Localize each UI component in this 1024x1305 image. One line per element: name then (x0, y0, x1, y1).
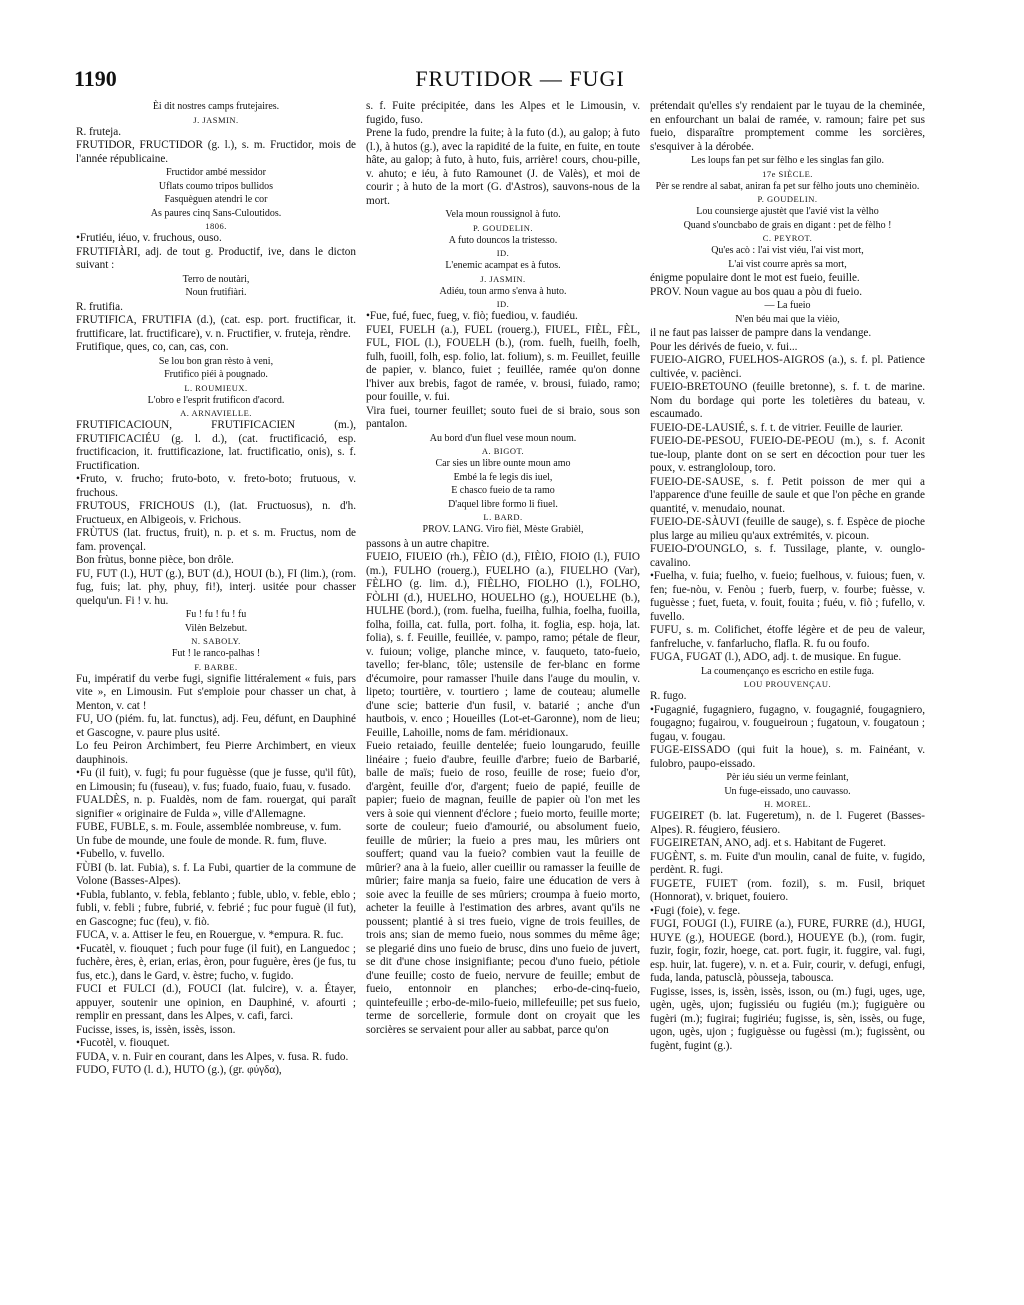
dictionary-entry: FUFU, s. m. Colifichet, étoffe légère et de peu de valeur, fanfreluche, v. fanfarlucho, flafla. R. fu ou foufo. (650, 624, 925, 650)
dictionary-entry: FUEIO-DE-PESOU, FUEIO-DE-PEOU (m.), s. f. Aconit tue-loup, plante dont on se sert en décoction pour tuer les poux, v. estrangloloup, toro. (650, 435, 925, 474)
dictionary-entry: R. fugo. (650, 690, 687, 702)
quotation-source: J. JASMIN. (480, 273, 526, 284)
dictionary-entry: Bon frùtus, bonne pièce, bon drôle. (76, 554, 234, 566)
quotation-line: Qu'es acò : l'ai vist viéu, l'ai vist mort, (711, 245, 864, 256)
quotation-source: L. ROUMIEUX. (184, 382, 248, 393)
dictionary-entry: FÙBI (b. lat. Fubia), s. f. La Fubi, quartier de la commune de Volone (Basses-Alpes). (76, 861, 356, 887)
quotation-line: Uflats coumo tripos bullidos (158, 180, 274, 192)
dictionary-entry: Vira fuei, tourner feuillet; souto fuei de si braio, sous son pantalon. (366, 404, 640, 430)
quotation-line: Noun frutifiàri. (185, 287, 247, 298)
dictionary-entry: Un fube de mounde, une foule de monde. R. fum, fluve. (76, 834, 327, 847)
dictionary-entry: •Fue, fué, fuec, fueg, v. fiò; fuediou, v. faudiéu. (366, 310, 578, 322)
dictionary-entry: FUGE-EISSADO (qui fuit la houe), s. m. Fainéant, v. fulobro, paupo-eissado. (650, 744, 925, 770)
quotation-source: LOU PROUVENÇAU. (743, 679, 832, 689)
quotation-source: N. SABOLY. (191, 636, 241, 646)
dictionary-entry: FUEIO-BRETOUNO (feuille bretonne), s. f. t. de marine. Nom du bordage qui porte les toletières du bateau, v. escaumado. (650, 381, 925, 420)
dictionary-entry: •Fugagnié, fugagniero, fugagno, v. fougagnié, fougagniero, fougagno; fugairou, v. fougueiroun ; fugatoun, v. fougatoun ; fugau, v. fougau. (650, 703, 925, 743)
dictionary-entry: •Fruto, v. frucho; fruto-boto, v. freto-boto; frutuous, v. fruchous. (76, 473, 356, 499)
page-number: 1190 (74, 66, 117, 91)
dictionary-entry: •Frutiéu, iéuo, v. fruchous, ouso. (76, 232, 222, 244)
dictionary-entry: FU, FUT (l.), HUT (g.), BUT (d.), HOUI (b.), FI (lim.), (rom. fug, fuis; lat. phy, phuy, fi!), interj. usitée pour chasser quelqu'un. Fi ! v. hu. (76, 567, 356, 607)
dictionary-entry: FUEIO-AIGRO, FUELHOS-AIGROS (a.), s. f. pl. Patience cultivée, v. paciènci. (650, 354, 925, 380)
dictionary-entry: il ne faut pas laisser de pampre dans la vendange. (650, 327, 872, 339)
dictionary-entry: FUCI et FULCI (d.), FOUCI (lat. fulcire), v. a. Étayer, appuyer, soutenir une opinion, en Dauphiné, v. afourti ; remplir en pressant, dans les Alpes, v. cafi, farci. (76, 983, 356, 1022)
quotation-line: La coumençanço es escricho en estile fuga. (701, 665, 874, 677)
dictionary-entry: Prene la fudo, prendre la fuite; à la futo (d.), au galop; à futo (l.), à hutos (g.), avec la rapidité de la fuite, en fuite, en toute hâte, au galop; à futo, à huto, fuis, arrière! cours, chou-pille, v. ahuto; e iéu, à futo Ramounet (J. de Valès), et moi de courir ; à huto de la mort (G. d'Astros), sauvons-nous de la mort. (366, 127, 640, 207)
quotation-source: 17e SIÈCLE. (762, 168, 813, 179)
dictionary-entry: •Fucatèl, v. fiouquet ; fuch pour fuge (il fuit), en Languedoc ; fuchère, ères, è, erian, erias, èron, pour fuguère, ères (je fus, tu fus, etc.), dans le Gard, v. èstre; fucho, v. fugido. (76, 942, 356, 982)
quotation-line: Car sies un libre ounte moun amo (435, 458, 571, 469)
dictionary-entry: •Fuelha, v. fuia; fuelho, v. fueio; fuelhous, v. fuious; fuen, v. fen; fue-nòu, v. Fenòu ; fuerb, fuerp, v. fourbe; fuèsse, v. fuguèsse ; fuet, fueta, v. fouit, fouita ; fuéu, v. fiò ; fufello, v. fuvello. (650, 570, 925, 623)
dictionary-entry: FUBE, FUBLE, s. m. Foule, assemblée nombreuse, v. fum. (76, 821, 342, 833)
quotation-source: A. ARNAVIELLE. (180, 408, 252, 418)
dictionary-entry: •Fubla, fublanto, v. febla, feblanto ; fuble, ublo, v. feble, eblo ; fubli, v. febli ; fubre, fubrié, v. febrié ; fuc pour fuguè (il fut), en Gascogne; fuc (feu), v. fiò. (76, 888, 356, 928)
dictionary-entry: passons à un autre chapitre. (366, 537, 490, 550)
quotation-source: F. BARBE. (194, 661, 238, 672)
dictionary-entry: FUGEIRETAN, ANO, adj. et s. Habitant de Fugeret. (650, 837, 886, 849)
dictionary-entry: Lo feu Peiron Archimbert, feu Pierre Archimbert, en vieux dauphinois. (76, 740, 356, 766)
dictionary-entry: FUEIO-DE-SAUSE, s. f. Petit poisson de mer qui a l'apparence d'une feuille de saule et que l'on pêche en grande quantité, v. menudaio, nounat. (650, 475, 925, 515)
column-right (650, 100, 925, 1053)
dictionary-entry: Fu, impératif du verbe fugi, signifie littéralement « fuis, pars vite », en Limousin. Fut s'emploie pour chasser un chat, à Menton, v. cat ! (76, 672, 356, 712)
dictionary-entry: Fucisse, isses, is, issèn, issès, isson. (76, 1023, 236, 1036)
quotation-source: L. BARD. (483, 512, 523, 522)
dictionary-entry: FUCA, v. a. Attiser le feu, en Rouergue, v. *empura. R. fuc. (76, 929, 344, 941)
quotation-line: Lou counsierge ajustèt que l'avié vist la vèlho (696, 206, 879, 217)
quotation-source: H. MOREL. (764, 799, 811, 809)
quotation-line: Fut ! le ranco-palhas ! (171, 648, 261, 659)
dictionary-entry: Fueio retaiado, feuille dentelée; fueio loungarudo, feuille linéaire ; fueio d'aubre, feuille d'arbre; fueio de Barbarié, balle de maïs; fueio de roso, feuille de rose; fueio d'or, d'argènt, feuille d'or, d'argent; fueio de papié, feuille de papier; fueio de magnan, feuille de papier où l'on met les vers à soie qui viennent d'éclore ; fueio morto, feuille morte; sorte de couleur; fueio d'amourié, ou absolument fueio, feuille de mûrier; la fueio a pres mau, les mûriers ont souffert; quand vau la fueio? combien vaut la feuille de mûrier? ana à la fueio, aller cueillir ou ramasser la feuille de mûrier; faire manja sa fueio, faire une éducation de vers à soie avec la feuille de ses mûriers; croumpa à fueio morto, acheter la feuille à l'estimation des arbres, avant qu'ils ne poussent; plantié à si tres fueio, vigne de trois feuilles, de trois ans; sian de memo fueio, nous sommes du même âge; se plegarié dins uno fueio de brusc, dins uno fueio de juvert, se dit d'une chose insignifiante; pecou d'uno fueio, pétiole d'une feuille; costo de fueio, nervure de feuille; embut de fueio, entonnoir en planches; erbo-de-cinq-fueio, quintefeuille ; erbo-de-milo-fueio, millefeuille; pet sus fueio, terme de sorcellerie, formule dont on croyait que les sorcières se servaient pour aller au sabbat, parce qu'on (366, 740, 640, 1036)
dictionary-entry: FUEIO-DE-LAUSIÉ, s. f. t. de vitrier. Feuille de laurier. (650, 421, 903, 434)
quotation-line: Se lou bon gran rèsto à veni, (158, 355, 274, 367)
quotation-line: Frutifico piéi à pougnado. (164, 369, 268, 380)
quotation-line: Au bord d'un fluel vese moun noum. (429, 432, 577, 444)
dictionary-entry: FUALDÈS, n. p. Fualdès, nom de fam. rouergat, qui paraît signifier « originaire de Fulda », ville d'Allemagne. (76, 794, 356, 820)
dictionary-entry: énigme populaire dont le mot est fueio, feuille. (650, 272, 860, 284)
dictionary-entry: prétendait qu'elles s'y rendaient par le tuyau de la cheminée, en enfourchant un balai de ramée, v. ramoun; faire pet sus fueio, disparaître promptement comme les sorcières, s'esquiver à la dérobée. (650, 100, 925, 153)
quotation-line: Embé la fe legis dis iuel, (453, 471, 553, 483)
dictionary-entry: FU, UO (piém. fu, lat. functus), adj. Feu, défunt, en Dauphiné et Gascogne, v. paure plus usité. (76, 713, 356, 739)
dictionary-entry: FRÙTUS (lat. fructus, fruit), n. p. et s. m. Fructus, nom de fam. provençal. (76, 527, 356, 553)
dictionary-entry: FRUTIDOR, FRUCTIDOR (g. l.), s. m. Fructidor, mois de l'année républicaine. (76, 139, 356, 165)
quotation-source: P. GOUDELIN. (472, 222, 534, 233)
dictionary-entry: FUEIO-D'OUNGLO, s. f. Tussilage, plante, v. ounglo-cavalino. (650, 543, 925, 569)
dictionary-entry: FUEI, FUELH (a.), FUEL (rouerg.), FIUEL, FIÈL, FÈL, FUL, FIOL (l.), FOUELH (b.), (rom. fuelh, fueilh, foelh, fulh, fuoill, folh, esp. folio, lat. folium), s. m. Feuillet, feuille de papier, v. blanco, fuiet ; feuillée, ramée qu'on donne l'hiver aux brebis, fagot de ramée, v. brousi, fuiado, ramo; pour fouille, v. fui. (366, 323, 640, 403)
dictionary-entry: •Fubello, v. fuvello. (76, 848, 165, 860)
dictionary-entry: FUDA, v. n. Fuir en courant, dans les Alpes, v. fusa. R. fudo. (76, 1050, 349, 1063)
quotation-source: ID. (496, 248, 510, 258)
quotation-line: N'en béu mai que la vièio, (735, 313, 840, 325)
dictionary-entry: •Fugi (foie), v. fege. (650, 904, 741, 917)
quotation-line: Èi dit nostres camps frutejaires. (152, 101, 280, 112)
quotation-line: Vilèn Belzebut. (184, 622, 248, 634)
quotation-line: A futo douncos la tristesso. (448, 234, 558, 246)
quotation-line: Adiéu, toun armo s'enva à huto. (439, 285, 567, 297)
quotation-line: D'aquel libre formo li fiuel. (448, 498, 558, 510)
dictionary-entry: •Fu (il fuit), v. fugi; fu pour fuguèsse (que je fusse, qu'il fût), en Limousin; fu (fuseau), v. fus; fuado, fuaio, fuau, v. fusado. (76, 767, 356, 793)
dictionary-entry: Frutifique, ques, co, can, cas, con. (76, 341, 229, 353)
quotation-line: Fructidor ambé messidor (166, 167, 266, 178)
quotation-line: Vela moun roussignol à futo. (445, 209, 561, 220)
quotation-line: L'obro e l'esprit frutificon d'acord. (147, 394, 285, 406)
dictionary-entry: PROV. Noun vague au bos quau a pòu di fueio. (650, 285, 863, 298)
dictionary-entry: FUGETE, FUIET (rom. fozil), s. m. Fusil, briquet (Honnorat), v. briquet, fouiero. (650, 877, 925, 903)
dictionary-entry: FUDO, FUTO (l. d.), HUTO (g.), (gr. φύγδα), (76, 1064, 282, 1076)
dictionary-entry: Pour les dérivés de fueio, v. fui... (650, 340, 798, 353)
quotation-line: Fu ! fu ! fu ! fu (185, 609, 247, 620)
quotation-source: P. GOUDELIN. (757, 194, 818, 204)
quotation-line: As paures cinq Sans-Culoutidos. (150, 207, 282, 219)
dictionary-entry: FUEIO-DE-SÀUVI (feuille de sauge), s. f. Espèce de pioche plus large au milieu qu'aux extrémités, v. picoun. (650, 516, 925, 542)
quotation-line: Pèr iéu siéu un verme feinlant, (726, 772, 849, 783)
dictionary-entry: FUGÈNT, s. m. Fuite d'un moulin, canal de fuite, v. fugido, perdènt. R. fugi. (650, 850, 925, 876)
quotation-line: Un fuge-eissado, uno cauvasso. (724, 785, 851, 797)
dictionary-entry: Fugisse, isses, is, issèn, issès, isson, ou (m.) fugi, uges, uge, ugèn, ugès, ujon; fugissiéu ou fugiéu (m.); fugiguère ou fugèri (m.); fugirai; fugiriéu; fugisse, is, sèn, issès, ou fuge, ugon, ugès, ujon ; fugiguèsse ou fugèssi (m.); fugissènt, ou fugènt, fugint (g.). (650, 985, 925, 1052)
dictionary-entry: FRUTIFIÀRI, adj. de tout g. Productif, ive, dans le dicton suivant : (76, 245, 356, 271)
quotation-line: Les loups fan pet sur fèlho e les singlas fan gilo. (690, 155, 884, 166)
dictionary-entry: •Fucotèl, v. fiouquet. (76, 1037, 170, 1049)
quotation-source: A. BIGOT. (481, 446, 525, 456)
quotation-source: C. PEYROT. (762, 233, 813, 243)
quotation-line: Pèr se rendre al sabat, aniran fa pet sur fèlho jouts uno cheminèio. (655, 180, 920, 192)
quotation-line: — La fueio (764, 300, 811, 311)
dictionary-entry: s. f. Fuite précipitée, dans les Alpes et le Limousin, v. fugido, fuso. (366, 100, 640, 126)
dictionary-entry: FUGA, FUGAT (l.), ADO, adj. t. de musique. En fugue. (650, 651, 902, 663)
quotation-line: Quand s'ouncbabo de grais en digant : pet de fèlho ! (683, 219, 892, 231)
quotation-line: L'ai vist courre après sa mort, (728, 258, 847, 270)
column-middle (366, 100, 640, 1037)
dictionary-entry: R. fruteja. (76, 125, 122, 138)
quotation-line: E chasco fueio de ta ramo (451, 485, 555, 496)
dictionary-entry: FUEIO, FIUEIO (rh.), FÈIO (d.), FIÈIO, FIOIO (l.), FUIO (m.), FULHO (rouerg.), FUELHO (a.), FIUELHO (Var), FÈLHO (g. lim. d.), FIÈLHO, FIOLHO (l.), FOLHO, FÒLHI (d.), HUELHO, HOUELHO (g.), HOUELHE (b.), HULHE (bord.), (rom. fuelha, fueilha, fulhia, foelha, fuoilla, folha, foilla, cat. fulla, port. folha, it. foglia, esp. hoja, lat. folia), s. f. Feuille, feuillée, v. pampo, ramo; pétale de fleur, v. fuioun; volige, planche mince, v. fauqueto, tato-fueio, tavello; fer-blanc, tôle; ustensile de fer-blanc en forme d'écumoire, pour ramasser l'huile dans l'auge du moulin, v. lipeto; tourtière, v. tourtiero ; lame de couteau; alumelle d'une scie; batterie d'un fusil, v. batarié ; anche d'un hautbois, v. enco ; Houeilles (Lot-et-Garonne), nom de lieu; Feuille, Lahoille, noms de fam. méridionaux. (366, 551, 640, 739)
dictionary-entry: FUGI, FOUGI (l.), FUIRE (a.), FURE, FURRE (d.), HUGI, HUYE (g.), HOUEGE (bord.), HOUEYE (b.), (rom. fugir, fuzir, fogir, fozir, hoege, cat. port. fugir, it. fuggire, val. fugi, esp. huir, lat. fugere), v. n. et a. Fuir, courir, v. defugi, enfugi, fuda, landa, patusclà, pòusseja, tabousca. (650, 918, 925, 984)
dictionary-entry: FRUTIFICA, FRUTIFIA (d.), (cat. esp. port. fructificar, it. fruttificare, lat. fructificare), v. n. Fructifier, v. fruteja, rèndre. (76, 314, 356, 340)
quotation-line: Fasquèguen atendri le cor (164, 194, 268, 205)
dictionary-entry: FRUTOUS, FRICHOUS (l.), (lat. Fructuosus), n. d'h. Fructueux, en Albigeois, v. Frichous. (76, 500, 356, 526)
quotation-line: PROV. LANG. Viro fièl, Mèste Grabièl, (422, 524, 584, 535)
quotation-line: Terro de noutàri, (182, 273, 250, 285)
quotation-source: 1806. (205, 221, 227, 231)
running-title: FRUTIDOR — FUGI (415, 66, 625, 91)
dictionary-entry: R. frutifia. (76, 300, 123, 313)
quotation-line: L'enemic acampat es à futos. (445, 260, 561, 271)
quotation-source: J. JASMIN. (193, 114, 239, 125)
dictionary-entry: FRUTIFICACIOUN, FRUTIFICACIEN (m.), FRUTIFICACIÉU (g. l. d.), (cat. fructificació, esp. fructificacion, it. fruttificazione, lat. fructificatio, onis), s. f. Fructification. (76, 419, 356, 472)
column-left (76, 100, 356, 1078)
dictionary-entry: FUGEIRET (b. lat. Fugeretum), n. de l. Fugeret (Basses-Alpes). R. féugiero, féusiero. (650, 810, 925, 836)
quotation-source: ID. (496, 299, 510, 309)
page-header (70, 66, 970, 96)
